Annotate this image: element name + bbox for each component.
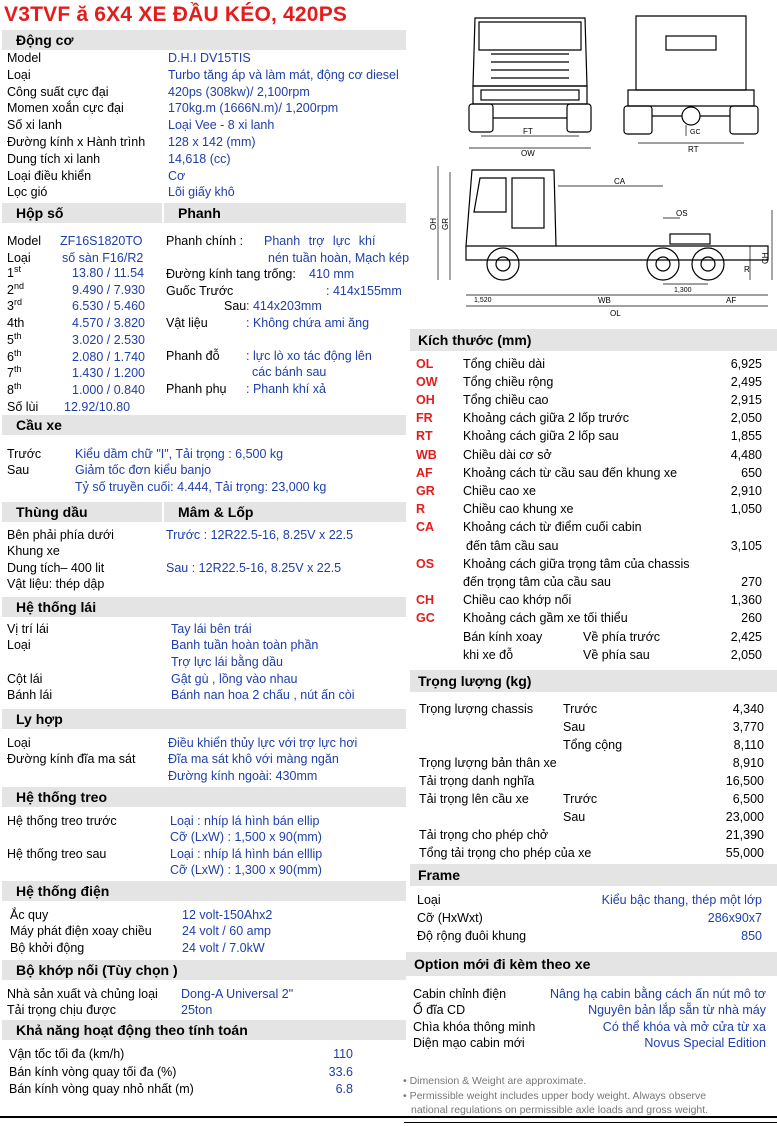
truck-rear-view-diagram: [618, 6, 768, 156]
weight-nominal-label: Tải trọng danh nghĩa: [419, 774, 535, 788]
diagram-label-gc: GC: [690, 129, 701, 136]
dim-label-gc: Khoảng cách gầm xe tối thiểu: [463, 611, 628, 625]
brake-park-label: Phanh đỗ: [166, 349, 220, 363]
tank-line-1: Bên phải phía dưới: [7, 528, 114, 542]
engine-row-label: Momen xoắn cực đại: [7, 101, 124, 116]
frame-row-value: 850: [741, 929, 762, 943]
dim-code-gc: GC: [416, 611, 435, 625]
suspension-rear-1: Loại : nhíp lá hình bán elllip: [170, 847, 323, 861]
brake-material-value: : Không chứa ami ăng: [246, 316, 370, 330]
gear-row-label: [7, 400, 38, 414]
option-row-label: Ổ đĩa CD: [413, 1003, 466, 1018]
weight-axle-front-value: 6,500: [732, 792, 764, 806]
engine-row-value: 420ps (308kw)/ 2,100rpm: [168, 84, 310, 99]
diagram-label-ch: CH: [761, 252, 770, 264]
suspension-front-1: Loại : nhíp lá hình bán ellip: [170, 814, 320, 828]
dim-value: 650: [741, 465, 762, 480]
dim-value-turn-front: 2,425: [730, 630, 762, 644]
dim-value: 2,495: [730, 375, 762, 390]
clutch-row-value: Đường kính ngoài: 430mm: [168, 769, 318, 783]
dim-value-ch: 1,360: [730, 593, 762, 607]
clutch-row-value: Điều khiển thủy lực với trợ lực hơi: [168, 736, 358, 750]
gear-row-value: 1.430 / 1.200: [72, 366, 145, 381]
gear-row-label: [7, 263, 21, 280]
weight-chassis-total-label: Tổng cộng: [563, 738, 623, 752]
option-row-value: Novus Special Edition: [644, 1035, 766, 1050]
section-header-frame: Frame: [410, 864, 777, 886]
electrical-row-label: Máy phát điện xoay chiều: [10, 924, 152, 939]
dim-value-turn-rear: 2,050: [730, 648, 762, 662]
brake-shoe-label: Guốc Trước: [166, 284, 234, 298]
section-header-coupling: Bộ khớp nối (Tùy chọn ): [2, 960, 406, 980]
gear-number: 1: [7, 266, 14, 280]
steering-row-value: Trợ lực lái bằng dầu: [171, 655, 283, 669]
coupling-row-value: 25ton: [181, 1003, 213, 1017]
dim-label: Khoảng cách giữa 2 lốp trước: [463, 411, 629, 426]
dim-value: 4,480: [730, 447, 762, 462]
steering-row-value: Bánh nan hoa 2 chấu , nút ấn còi: [171, 688, 355, 702]
gearbox-model-value: ZF16S1820TO: [60, 234, 143, 248]
suspension-front-2: Cỡ (LxW) : 1,500 x 90(mm): [170, 830, 322, 844]
diagram-label-oh: OH: [429, 218, 438, 230]
section-header-weight: Trọng lượng (kg): [410, 670, 777, 692]
weight-gross-label: Tổng tải trọng cho phép của xe: [419, 846, 592, 860]
gear-row-label: [7, 330, 22, 347]
dim-code: WB: [416, 447, 437, 462]
note-3: national regulations on permissible axle loads and gross weight.: [411, 1104, 709, 1116]
dim-code-ch: CH: [416, 593, 435, 607]
electrical-row-label: Bộ khởi động: [10, 940, 85, 955]
section-header-wheels: Mâm & Lốp: [164, 502, 406, 522]
gear-suffix: nd: [13, 280, 24, 291]
engine-row-label: Model: [7, 51, 42, 65]
section-header-steering: Hệ thống lái: [2, 597, 406, 617]
gear-number: 2: [7, 282, 14, 297]
weight-axle-rear-label: Sau: [563, 810, 586, 824]
tank-line-4: Vật liệu: thép dập: [7, 577, 105, 591]
dim-code-ca: CA: [416, 520, 435, 534]
gear-suffix: th: [13, 347, 22, 358]
engine-row-value: 14,618 (cc): [168, 151, 231, 166]
performance-row-value: 110: [333, 1047, 353, 1061]
engine-row-value: 170kg.m (1666N.m)/ 1,200rpm: [168, 101, 339, 116]
weight-chassis-total-value: 8,110: [733, 738, 764, 752]
diagram-label-af: AF: [726, 296, 737, 305]
engine-row-label: Đường kính x Hành trình: [7, 135, 146, 149]
tank-line-2: Khung xe: [7, 544, 60, 558]
gear-row-label: [7, 380, 22, 397]
dim-label-turn-rear: Về phía sau: [583, 648, 650, 662]
engine-row-value: D.H.I DV15TIS: [168, 51, 251, 65]
truck-side-view-diagram: [408, 160, 777, 325]
dim-label-turn-front: Về phía trước: [583, 630, 661, 644]
engine-row-label: Loại điều khiển: [7, 168, 92, 183]
brake-shoe-rear-label: Sau: [224, 299, 247, 313]
diagram-label-ca: CA: [614, 177, 626, 186]
engine-row-label: Số xi lanh: [7, 118, 62, 133]
dim-label: Tổng chiều rộng: [463, 375, 554, 390]
dim-label: Tổng chiều dài: [463, 357, 546, 371]
dim-value: 6,925: [730, 357, 762, 371]
gear-row-value: 13.80 / 11.54: [72, 266, 145, 280]
electrical-row-label: Ắc quy: [10, 908, 49, 922]
weight-axle-label: Tải trọng lên cầu xe: [419, 792, 529, 806]
coupling-row-value: Dong-A Universal 2": [181, 987, 294, 1001]
electrical-row-value: 24 volt / 7.0kW: [182, 940, 265, 955]
engine-row-label: Dung tích xi lanh: [7, 151, 101, 166]
gear-row-value: 12.92/10.80: [64, 399, 131, 414]
section-header-fuel-tank: Thùng dầu: [2, 502, 162, 522]
gear-row-value: 4.570 / 3.820: [72, 316, 145, 331]
note-1: • Dimension & Weight are approximate.: [403, 1075, 587, 1087]
weight-chassis-front-label: Trước: [563, 702, 598, 716]
dim-code-os: OS: [416, 557, 435, 571]
note-2: • Permissible weight includes upper body weight. Always observe: [403, 1090, 707, 1102]
gear-suffix: th: [13, 330, 22, 341]
diagram-label-ft: FT: [523, 127, 533, 136]
dim-label-os-1: Khoảng cách giữa trọng tâm của chassis: [463, 557, 690, 571]
brake-drum-value: 410 mm: [309, 267, 355, 281]
steering-row-label: Vị trí lái: [7, 622, 49, 636]
gear-number: Số lùi: [7, 399, 39, 414]
gear-number: 7: [7, 366, 14, 381]
dim-label: Khoảng cách giữa 2 lốp sau: [463, 429, 619, 444]
dim-label: Khoảng cách từ cầu sau đến khung xe: [463, 465, 678, 480]
dim-label-ca-2: đến tâm cầu sau: [466, 539, 559, 553]
section-header-axle: Cầu xe: [2, 415, 406, 435]
clutch-row-label: Đường kính đĩa ma sát: [7, 752, 136, 766]
dim-label: Chiều cao xe: [463, 483, 536, 498]
dim-label-ch: Chiều cao khớp nối: [463, 593, 572, 607]
brake-drum-label: Đường kính tang trống:: [166, 267, 296, 281]
gear-row-value: 3.020 / 2.530: [72, 332, 145, 347]
dim-label: Chiều dài cơ sở: [463, 447, 552, 462]
diagram-label-ow: OW: [521, 149, 535, 156]
weight-chassis-rear-value: 3,770: [732, 720, 764, 734]
wheel-rear: Sau : 12R22.5-16, 8.25V x 22.5: [166, 561, 342, 575]
diagram-label-ol: OL: [610, 309, 621, 318]
option-row-value: Nâng hạ cabin bằng cách ấn nút mô tơ: [550, 987, 766, 1001]
steering-row-value: Gật gù , lồng vào nhau: [171, 672, 298, 686]
weight-curb-label: Trọng lượng bản thân xe: [419, 756, 557, 770]
page-title: V3TVF ă 6X4 XE ĐẦU KÉO, 420PS: [4, 3, 348, 26]
axle-front-label: Trước: [7, 447, 42, 461]
gear-suffix: st: [13, 263, 21, 274]
weight-nominal-value: 16,500: [725, 774, 764, 788]
brake-main-value-1: Phanh trợ lực khí: [264, 234, 376, 248]
brake-main-label: Phanh chính :: [166, 234, 244, 248]
frame-row-label: Độ rộng đuôi khung: [417, 929, 527, 943]
dim-code: R: [416, 501, 426, 516]
steering-row-label: Cột lái: [7, 672, 43, 686]
performance-row-value: 33.6: [328, 1064, 353, 1079]
gear-row-label: [7, 316, 24, 330]
suspension-rear-label: Hệ thống treo sau: [7, 847, 107, 861]
weight-curb-value: 8,910: [732, 756, 764, 770]
engine-row-label: Loại: [7, 67, 31, 82]
diagram-label-1520: 1,520: [474, 297, 492, 304]
dim-code: AF: [416, 465, 433, 480]
truck-front-view-diagram: [455, 6, 605, 156]
weight-chassis-label: Trọng lượng chassis: [419, 702, 534, 716]
option-row-value: Nguyên bản lắp sẵn từ nhà máy: [588, 1003, 766, 1018]
axle-rear-value-2: Tỷ số truyền cuối: 4.444, Tải trọng: 23,000 kg: [75, 480, 327, 494]
gear-row-value: 6.530 / 5.460: [72, 299, 145, 314]
section-header-performance: Khả năng hoạt động theo tính toán: [2, 1020, 406, 1040]
diagram-label-rt: RT: [688, 145, 699, 154]
section-header-suspension: Hệ thống treo: [2, 787, 406, 807]
gear-row-value: 1.000 / 0.840: [72, 382, 145, 397]
axle-rear-value-1: Giảm tốc đơn kiểu banjo: [75, 463, 212, 477]
axle-front-value: Kiểu dầm chữ "I", Tải trọng : 6,500 kg: [75, 447, 284, 461]
section-header-electrical: Hệ thống điện: [2, 881, 406, 901]
gear-row-value: 9.490 / 7.930: [72, 282, 145, 297]
dim-value-ca: 3,105: [730, 539, 762, 553]
section-header-gearbox: Hộp số: [2, 203, 162, 223]
dim-value: 2,915: [730, 393, 762, 408]
section-header-brake: Phanh: [164, 203, 406, 223]
electrical-row-value: 12 volt-150Ahx2: [182, 908, 273, 922]
performance-row-label: Bán kính vòng quay tối đa (%): [9, 1064, 177, 1079]
dim-code: RT: [416, 429, 433, 444]
section-header-dimensions: Kích thước (mm): [410, 329, 777, 351]
gear-row-label: [7, 280, 24, 297]
gear-row-label: [7, 347, 22, 364]
brake-main-value-2: nén tuần hoàn, Mạch kép: [268, 251, 410, 265]
section-header-engine: Động cơ: [2, 30, 406, 50]
frame-row-label: Cỡ (HxWxt): [417, 911, 483, 925]
option-row-value: Có thể khóa và mở cửa từ xa: [602, 1019, 766, 1034]
diagram-label-gr: GR: [441, 218, 450, 230]
gear-suffix: th: [13, 364, 22, 375]
clutch-row-value: Đĩa ma sát khô với màng ngăn: [168, 752, 339, 766]
gear-suffix: th: [13, 380, 22, 391]
dim-label-turn-2: khi xe đỗ: [463, 648, 514, 662]
engine-row-value: Turbo tăng áp và làm mát, động cơ diesel: [168, 67, 399, 82]
coupling-row-label: Tải trọng chịu được: [7, 1003, 116, 1017]
gear-suffix: rd: [13, 297, 22, 308]
dim-value: 2,050: [730, 411, 762, 426]
dim-label: Chiều cao khung xe: [463, 501, 574, 516]
engine-row-value: Cơ: [168, 168, 186, 183]
diagram-label-1300: 1,300: [674, 287, 692, 294]
weight-gross-value: 55,000: [725, 846, 764, 860]
engine-row-value: Lõi giấy khô: [168, 185, 235, 200]
coupling-row-label: Nhà sản xuất và chủng loại: [7, 987, 158, 1001]
dim-value-gc: 260: [741, 611, 762, 625]
performance-row-value: 6.8: [335, 1082, 353, 1096]
gear-row-label: [7, 366, 21, 380]
brake-aux-label: Phanh phụ: [166, 382, 227, 396]
steering-row-value: Tay lái bên trái: [171, 622, 252, 636]
dim-label: Tổng chiều cao: [463, 393, 549, 408]
dim-code: OL: [416, 357, 434, 371]
performance-row-label: Vận tốc tối đa (km/h): [9, 1047, 125, 1061]
gear-number: 8: [7, 382, 14, 397]
steering-row-value: Banh tuần hoàn toàn phần: [171, 638, 319, 652]
frame-row-value: Kiểu bậc thang, thép một lớp: [601, 893, 762, 907]
dim-label-os-2: đến trọng tâm của cầu sau: [463, 575, 612, 589]
electrical-row-value: 24 volt / 60 amp: [182, 924, 271, 939]
gear-number: 5: [7, 332, 14, 347]
weight-axle-rear-value: 23,000: [725, 810, 764, 824]
dim-value: 2,910: [730, 483, 762, 498]
engine-row-label: Lọc gió: [7, 185, 48, 200]
dim-value-os: 270: [741, 575, 762, 589]
suspension-rear-2: Cỡ (LxW) : 1,300 x 90(mm): [170, 863, 322, 877]
clutch-row-label: Loại: [7, 736, 31, 750]
option-row-label: Cabin chỉnh điện: [413, 987, 507, 1001]
diagram-label-wb: WB: [598, 296, 611, 305]
gear-number: 3: [7, 299, 14, 314]
option-row-label: Chìa khóa thông minh: [413, 1019, 536, 1034]
performance-row-label: Bán kính vòng quay nhỏ nhất (m): [9, 1082, 194, 1096]
diagram-label-r: R: [744, 265, 750, 274]
gear-row-label: [7, 299, 22, 313]
weight-payload-label: Tải trọng cho phép chở: [419, 828, 549, 842]
gear-number: 4th: [7, 316, 25, 331]
dim-value: 1,855: [730, 429, 762, 444]
dim-code: OW: [416, 375, 438, 390]
engine-row-value: 128 x 142 (mm): [168, 135, 256, 149]
engine-row-label: Công suất cực đại: [7, 84, 109, 99]
dim-value: 1,050: [730, 501, 762, 516]
weight-axle-front-label: Trước: [563, 792, 598, 806]
gearbox-type-value: số sàn F16/R2: [62, 251, 144, 265]
dim-code: GR: [416, 483, 435, 498]
weight-chassis-rear-label: Sau: [563, 720, 586, 734]
gearbox-type-label: Loại: [7, 251, 31, 265]
brake-park-value-1: : lực lò xo tác động lên: [246, 349, 372, 363]
brake-shoe-front: : 414x155mm: [326, 284, 402, 298]
gearbox-model-label: Model: [7, 234, 42, 248]
dim-code: FR: [416, 411, 433, 426]
steering-row-label: Loại: [7, 638, 31, 652]
frame-row-label: Loại: [417, 893, 441, 907]
section-header-clutch: Ly hợp: [2, 709, 406, 729]
bottom-rule-thin: [404, 1122, 777, 1123]
weight-chassis-front-value: 4,340: [732, 702, 764, 716]
section-header-options: Option mới đi kèm theo xe: [406, 952, 777, 976]
frame-row-value: 286x90x7: [707, 911, 762, 925]
bottom-rule: [0, 1116, 777, 1118]
option-row-label: Diện mạo cabin mới: [413, 1035, 525, 1050]
dim-label-ca-1: Khoảng cách từ điểm cuối cabin: [463, 520, 642, 534]
dim-label-turn-1: Bán kính xoay: [463, 630, 543, 644]
suspension-front-label: Hệ thống treo trước: [7, 814, 117, 828]
gear-number: 6: [7, 349, 14, 364]
engine-row-value: Loại Vee - 8 xi lanh: [168, 118, 275, 133]
gear-row-value: 2.080 / 1.740: [72, 349, 145, 364]
brake-material-label: Vật liệu: [166, 316, 208, 330]
weight-payload-value: 21,390: [725, 828, 764, 842]
dim-code: OH: [416, 393, 435, 408]
wheel-front: Trước : 12R22.5-16, 8.25V x 22.5: [166, 528, 354, 542]
diagram-label-os: OS: [676, 209, 688, 218]
brake-shoe-rear: : 414x203mm: [246, 299, 322, 313]
brake-park-value-2: các bánh sau: [252, 365, 327, 379]
tank-line-3: Dung tích– 400 lit: [7, 561, 105, 575]
axle-rear-label: Sau: [7, 463, 30, 477]
brake-aux-value: : Phanh khí xả: [246, 382, 326, 396]
steering-row-label: Bánh lái: [7, 688, 53, 702]
